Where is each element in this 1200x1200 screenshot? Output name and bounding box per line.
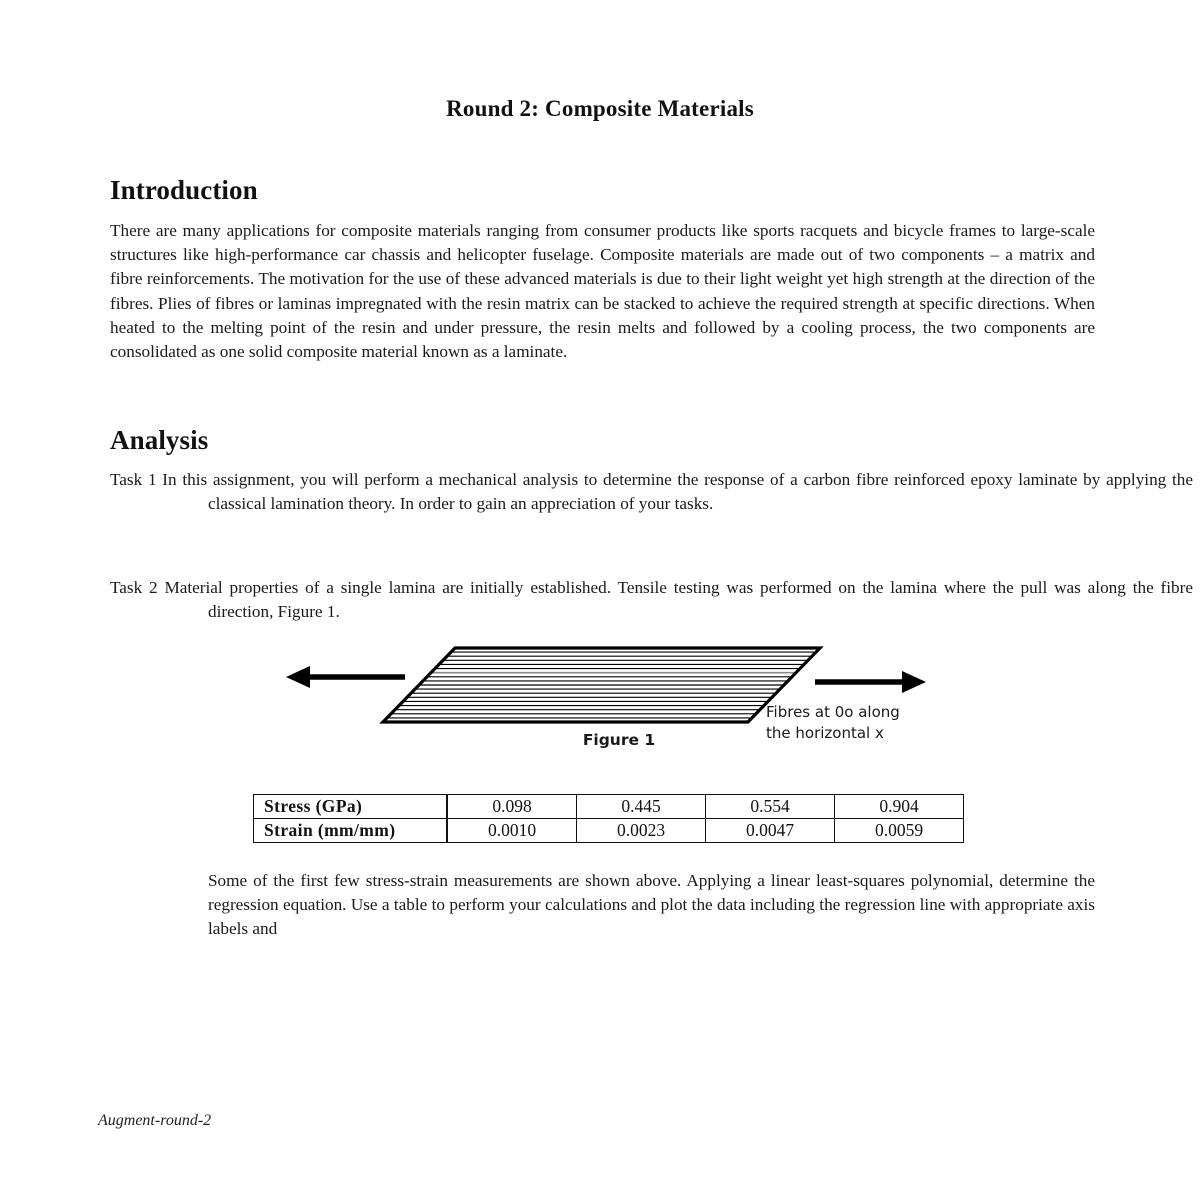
table-row-stress [254, 795, 964, 819]
stress-strain-table [253, 794, 964, 843]
section-heading-analysis: Analysis [110, 425, 209, 455]
cell-strain-1: 0.0010 [447, 819, 577, 843]
cell-stress-1: 0.098 [447, 795, 577, 819]
cell-strain-4: 0.0059 [835, 819, 964, 843]
right-tension-arrow [815, 671, 926, 693]
cell-stress-3: 0.554 [706, 795, 835, 819]
table-row-strain [254, 819, 964, 843]
cell-strain-2: 0.0023 [577, 819, 706, 843]
cell-stress-2: 0.445 [577, 795, 706, 819]
task-1-label: Task 1 [110, 470, 163, 489]
task-2-block [110, 576, 1193, 624]
task-1-block [110, 468, 1193, 516]
left-tension-arrow [286, 666, 405, 688]
task-2-text: Material properties of a single lamina are initially established. Tensile testing was performed on the lamina where the pull was along the fibre direction, Figure 1. [164, 578, 1193, 622]
cell-stress-4: 0.904 [835, 795, 964, 819]
fibre-lines-group [387, 652, 816, 718]
cell-strain-3: 0.0047 [706, 819, 835, 843]
figure-annotation-line-1: Fibres at 0o along [766, 703, 900, 721]
row-header-stress: Stress (GPa) [254, 795, 448, 819]
figure-1-caption: Figure 1 [582, 731, 656, 749]
introduction-paragraph: There are many applications for composite materials ranging from consumer products like sports racquets and bicycle frames to large-scale structures like high-performance car chassis and helicopter fuselage. Composite materials are made out of two components – a matrix and fibre reinforcements. The motivation for the use of these advanced materials is due to their light weight yet high strength at the direction of the fibres. Plies of fibres or laminas impregnated with the resin matrix can be stacked to achieve the required strength at specific directions. When heated to the melting point of the resin and under pressure, the resin melts and followed by a cooling process, the two components are consolidated as one solid composite material known as a laminate. [110, 221, 1095, 362]
figure-annotation-line-2: the horizontal x [766, 724, 884, 742]
page-title: Round 2: Composite Materials [446, 96, 754, 121]
figure-1-annotation [766, 702, 976, 744]
task-1-text: In this assignment, you will perform a mechanical analysis to determine the response of a carbon fibre reinforced epoxy laminate by applying the classical lamination theory. In order to gain an appreciation of your tasks. [162, 470, 1193, 514]
section-heading-introduction: Introduction [110, 175, 258, 205]
page-footer: Augment-round-2 [98, 1112, 212, 1129]
closing-paragraph: Some of the first few stress-strain measurements are shown above. Applying a linear least-squares polynomial, determine the regression equation. Use a table to perform your calculations and plot the data including the regression line with appropriate axis labels and [208, 871, 1095, 939]
task-2-label: Task 2 [110, 578, 165, 597]
row-header-strain: Strain (mm/mm) [254, 819, 448, 843]
